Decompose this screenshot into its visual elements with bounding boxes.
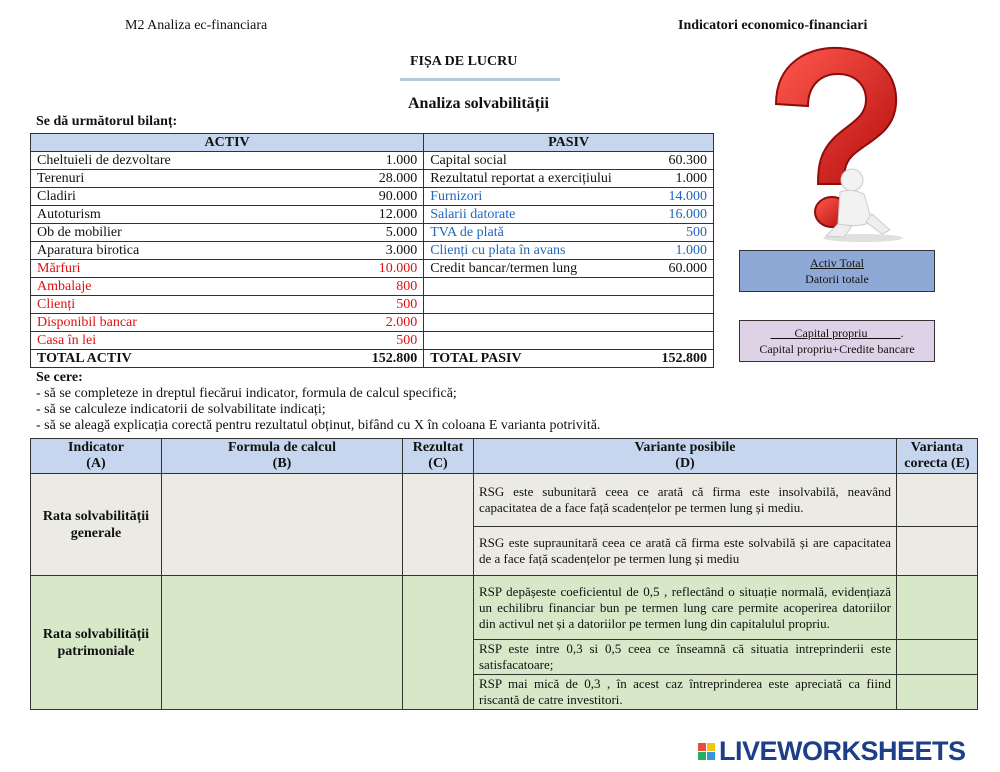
activ-label: Cladiri (31, 188, 313, 206)
pasiv-value: 1.000 (647, 170, 714, 188)
table-row (31, 224, 714, 242)
pasiv-label: Salarii datorate (424, 206, 647, 224)
total-activ-label: TOTAL ACTIV (31, 350, 313, 368)
hint-box2-denominator: Capital propriu+Credite bancare (759, 342, 915, 356)
formula-input-rsg[interactable] (162, 474, 403, 576)
question-mark-illustration (748, 42, 908, 242)
result-input-rsg[interactable] (403, 474, 474, 576)
result-input-rsp[interactable] (403, 576, 474, 710)
requirement-item: - să se aleagă explicația corectă pentru rezultatul obținut, bifând cu X în coloana E varianta potrivită. (36, 418, 601, 433)
table-row (31, 206, 714, 224)
answer-box-rsp-3[interactable] (897, 675, 978, 710)
activ-label: Mărfuri (31, 260, 313, 278)
activ-value: 5.000 (312, 224, 424, 242)
header-left: M2 Analiza ec-financiara (125, 18, 268, 33)
activ-value: 500 (312, 296, 424, 314)
col-header-correct: Varianta corecta (E) (897, 439, 978, 474)
pasiv-label (424, 332, 647, 350)
total-activ-value: 152.800 (312, 350, 424, 368)
activ-label: Casa în lei (31, 332, 313, 350)
answer-box-rsg-1[interactable] (897, 474, 978, 527)
total-pasiv-label: TOTAL PASIV (424, 350, 647, 368)
activ-label: Ambalaje (31, 278, 313, 296)
hint-box2-numerator-text: Capital propriu (794, 326, 868, 340)
answer-box-rsg-2[interactable] (897, 527, 978, 576)
requirements-section (36, 370, 600, 434)
col-header-formula: Formula de calcul (B) (162, 439, 403, 474)
pasiv-label (424, 314, 647, 332)
table-row (31, 296, 714, 314)
total-pasiv-value: 152.800 (647, 350, 714, 368)
hint-box1-numerator: Activ Total (810, 256, 864, 270)
pasiv-label: Capital social (424, 152, 647, 170)
pasiv-value: 16.000 (647, 206, 714, 224)
table-row (31, 314, 714, 332)
col-header-indicator: Indicator (A) (31, 439, 162, 474)
pasiv-label: Credit bancar/termen lung (424, 260, 647, 278)
formula-input-rsp[interactable] (162, 576, 403, 710)
table-row (31, 170, 714, 188)
logo-text: LIVEWORKSHEETS (719, 735, 966, 766)
variant-rsg-1: RSG este subunitară ceea ce arată că firma este insolvabilă, neavând capacitatea de a face față scadențelor pe termen lung și mediu. (474, 474, 897, 527)
total-row (31, 350, 714, 368)
balance-intro: Se dă următorul bilanț: (36, 114, 178, 129)
activ-value: 500 (312, 332, 424, 350)
hint-box2-dot: . (900, 326, 904, 340)
activ-value: 28.000 (312, 170, 424, 188)
variant-rsg-2: RSG este supraunitară ceea ce arată că firma este solvabilă și are capacitatea de a face față scadențelor pe termen lung și mediu (474, 527, 897, 576)
hint-box2-numerator (740, 325, 934, 341)
pasiv-value (647, 314, 714, 332)
activ-value: 800 (312, 278, 424, 296)
activ-label: Ob de mobilier (31, 224, 313, 242)
activ-header: ACTIV (31, 134, 424, 152)
pasiv-label: Furnizori (424, 188, 647, 206)
hint-box-total-solvency (739, 250, 935, 292)
answer-box-rsp-1[interactable] (897, 576, 978, 640)
hint-box-patrimonial-solvency (739, 320, 935, 362)
variant-rsp-3: RSP mai mică de 0,3 , în acest caz întreprinderea este apreciată ca fiind riscantă de catre investitori. (474, 675, 897, 710)
col-header-variants: Variante posibile (D) (474, 439, 897, 474)
table-row (31, 474, 978, 527)
activ-label: Disponibil bancar (31, 314, 313, 332)
pasiv-value (647, 296, 714, 314)
activ-value: 3.000 (312, 242, 424, 260)
balance-sheet-table (30, 133, 714, 368)
pasiv-value: 500 (647, 224, 714, 242)
pasiv-value (647, 278, 714, 296)
table-row (31, 152, 714, 170)
pasiv-value: 60.000 (647, 260, 714, 278)
indicator-rsg: Rata solvabilității generale (31, 474, 162, 576)
pasiv-label: TVA de plată (424, 224, 647, 242)
table-row (31, 242, 714, 260)
table-row (31, 278, 714, 296)
activ-value: 2.000 (312, 314, 424, 332)
sheet-subtitle: Analiza solvabilității (408, 95, 549, 112)
liveworksheets-logo (698, 736, 966, 766)
answer-box-rsp-2[interactable] (897, 640, 978, 675)
col-header-result: Rezultat (C) (403, 439, 474, 474)
pasiv-value: 60.300 (647, 152, 714, 170)
pasiv-value (647, 332, 714, 350)
activ-label: Autoturism (31, 206, 313, 224)
variant-rsp-1: RSP depășeste coeficientul de 0,5 , reflectând o situație normală, evidențiază un echilibru financiar bun pe termen lung care permite acoperirea datoriilor din activul net și a datoriilor pe termen lung din capitalulul propriu. (474, 576, 897, 640)
variant-rsp-2: RSP este intre 0,3 si 0,5 ceea ce înseamnă că situatia intreprinderii este satisfacatoare; (474, 640, 897, 675)
activ-label: Clienți (31, 296, 313, 314)
pasiv-label (424, 296, 647, 314)
requirements-head: Se cere: (36, 370, 83, 385)
pasiv-label (424, 278, 647, 296)
activ-label: Cheltuieli de dezvoltare (31, 152, 313, 170)
table-row (31, 260, 714, 278)
indicator-rsp: Rata solvabilității patrimoniale (31, 576, 162, 710)
activ-value: 10.000 (312, 260, 424, 278)
pasiv-value: 1.000 (647, 242, 714, 260)
activ-value: 90.000 (312, 188, 424, 206)
pasiv-value: 14.000 (647, 188, 714, 206)
pasiv-label: Rezultatul reportat a exercițiului (424, 170, 647, 188)
activ-label: Aparatura birotica (31, 242, 313, 260)
activ-value: 12.000 (312, 206, 424, 224)
requirement-item: - să se calculeze indicatorii de solvabilitate indicați; (36, 402, 326, 417)
table-row (31, 188, 714, 206)
logo-blocks-icon (698, 743, 715, 760)
title-underline (400, 78, 560, 81)
activ-label: Terenuri (31, 170, 313, 188)
table-row (31, 332, 714, 350)
pasiv-header: PASIV (424, 134, 714, 152)
pasiv-label: Clienți cu plata în avans (424, 242, 647, 260)
table-row (31, 576, 978, 640)
requirement-item: - să se completeze in dreptul fiecărui indicator, formula de calcul specifică; (36, 386, 457, 401)
solvency-worksheet-table (30, 438, 978, 710)
activ-value: 1.000 (312, 152, 424, 170)
hint-box1-denominator: Datorii totale (805, 272, 869, 286)
sheet-title: FIȘA DE LUCRU (410, 54, 518, 69)
header-right: Indicatori economico-financiari (678, 18, 868, 33)
